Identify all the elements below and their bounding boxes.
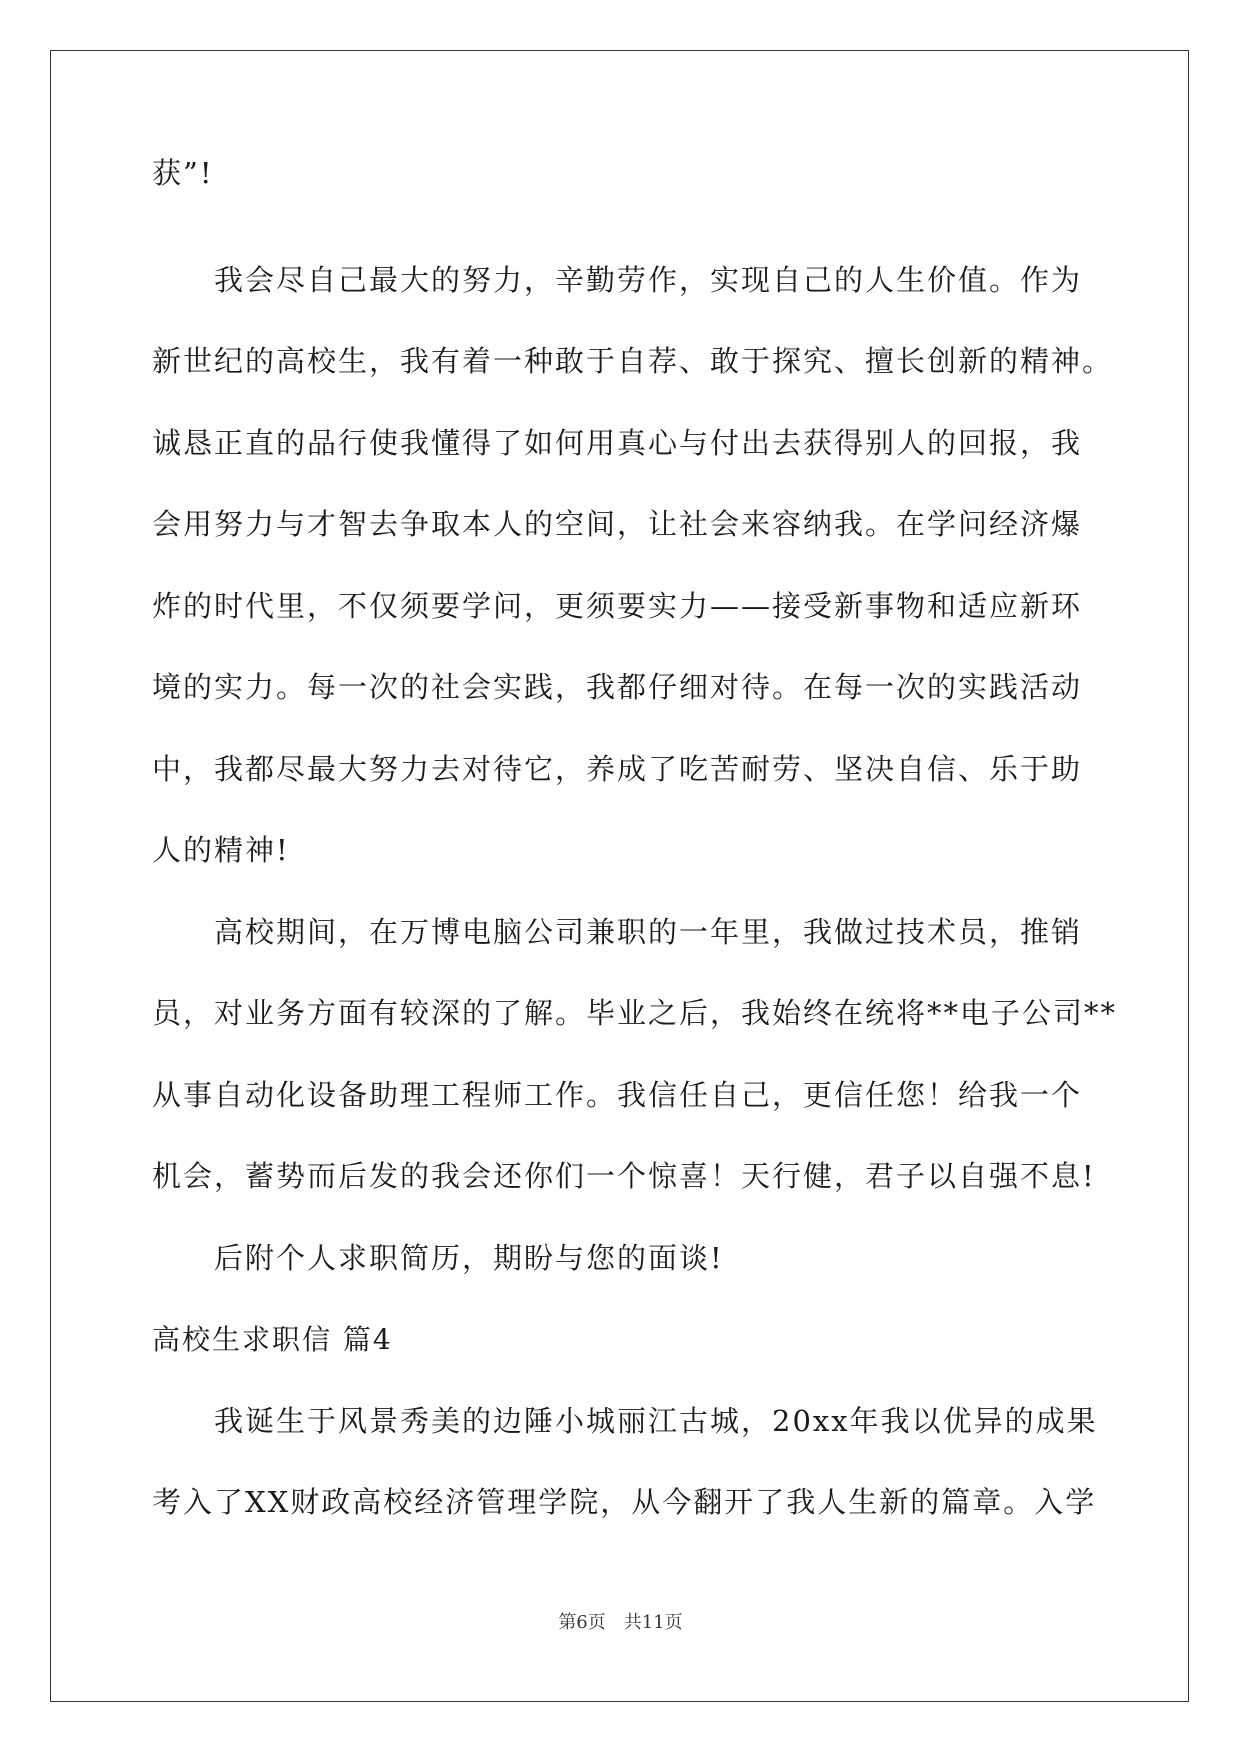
text-line: 从事自动化设备助理工程师工作。我信任自己，更信任您！给我一个 xyxy=(152,1077,1083,1112)
page-number-footer: 第6页 共11页 xyxy=(558,1612,683,1633)
text-line: 人的精神! xyxy=(152,833,290,867)
text-line: 诚恳正直的品行使我懂得了如何用真心与付出去获得别人的回报，我 xyxy=(152,425,1083,460)
text-line: 中，我都尽最大努力去对待它，养成了吃苦耐劳、坚决自信、乐于助 xyxy=(152,751,1083,786)
text-line: 炸的时代里，不仅须要学问，更须要实力——接受新事物和适应新环 xyxy=(152,588,1083,623)
paragraph-start-line: 我会尽自己最大的努力，辛勤劳作，实现自己的人生价值。作为 xyxy=(214,262,1083,297)
text-line: 境的实力。每一次的社会实践，我都仔细对待。在每一次的实践活动 xyxy=(152,670,1083,704)
paragraph-start-line: 后附个人求职简历，期盼与您的面谈! xyxy=(214,1240,724,1275)
text-line: 考入了XX财政高校经济管理学院，从今翻开了我人生新的篇章。入学 xyxy=(152,1485,1097,1519)
paragraph-start-line: 我诞生于风景秀美的边陲小城丽江古城，20xx年我以优异的成果 xyxy=(214,1403,1098,1438)
document-body xyxy=(152,156,1118,1544)
text-line: 获”! xyxy=(152,156,214,190)
text-line: 新世纪的高校生，我有着一种敢于自荐、敢于探究、擅长创新的精神。 xyxy=(152,344,1114,378)
section-heading: 高校生求职信 篇4 xyxy=(152,1323,393,1356)
text-line: 机会，蓄势而后发的我会还你们一个惊喜！天行健，君子以自强不息! xyxy=(152,1159,1096,1193)
paragraph-start-line: 高校期间，在万博电脑公司兼职的一年里，我做过技术员，推销 xyxy=(214,914,1083,949)
text-line: 员，对业务方面有较深的了解。毕业之后，我始终在统将**电子公司** xyxy=(152,996,1118,1030)
text-line: 会用努力与才智去争取本人的空间，让社会来容纳我。在学问经济爆 xyxy=(152,507,1083,541)
